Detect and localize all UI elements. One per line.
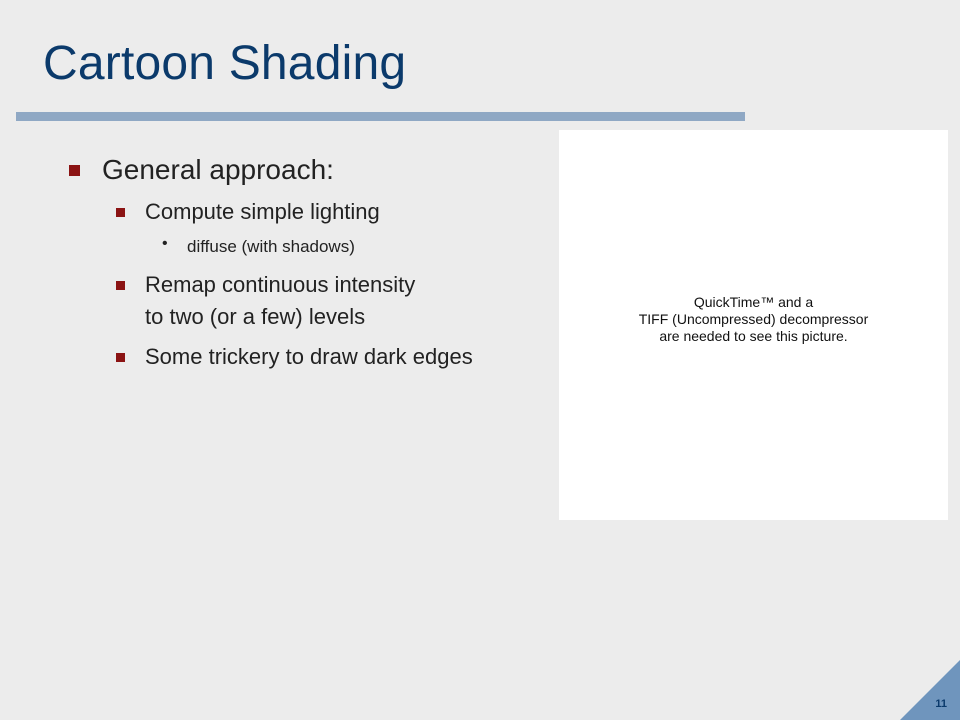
quicktime-line3: are needed to see this picture. — [659, 328, 848, 344]
page-number: 11 — [935, 698, 947, 710]
bullet-remap-line1: Remap continuous intensity — [145, 272, 416, 297]
title-underline — [16, 112, 745, 121]
bullet-square-icon — [116, 281, 125, 290]
bullet-square-icon — [116, 208, 125, 217]
image-placeholder — [559, 130, 948, 520]
bullet-dot-icon: • — [162, 235, 168, 252]
quicktime-line2: TIFF (Uncompressed) decompressor — [638, 311, 869, 327]
bullet-general-approach: General approach: — [102, 154, 334, 185]
bullet-compute-lighting: Compute simple lighting — [145, 199, 380, 224]
quicktime-line1: QuickTime™ and a — [693, 294, 814, 310]
bullet-remap-line2: to two (or a few) levels — [145, 304, 366, 329]
bullet-square-icon — [69, 165, 80, 176]
corner-triangle-icon — [900, 660, 960, 720]
slide-title: Cartoon Shading — [43, 37, 407, 90]
bullet-dark-edges: Some trickery to draw dark edges — [145, 344, 473, 369]
quicktime-message — [559, 294, 948, 345]
bullet-square-icon — [116, 353, 125, 362]
bullet-diffuse: diffuse (with shadows) — [187, 237, 355, 256]
